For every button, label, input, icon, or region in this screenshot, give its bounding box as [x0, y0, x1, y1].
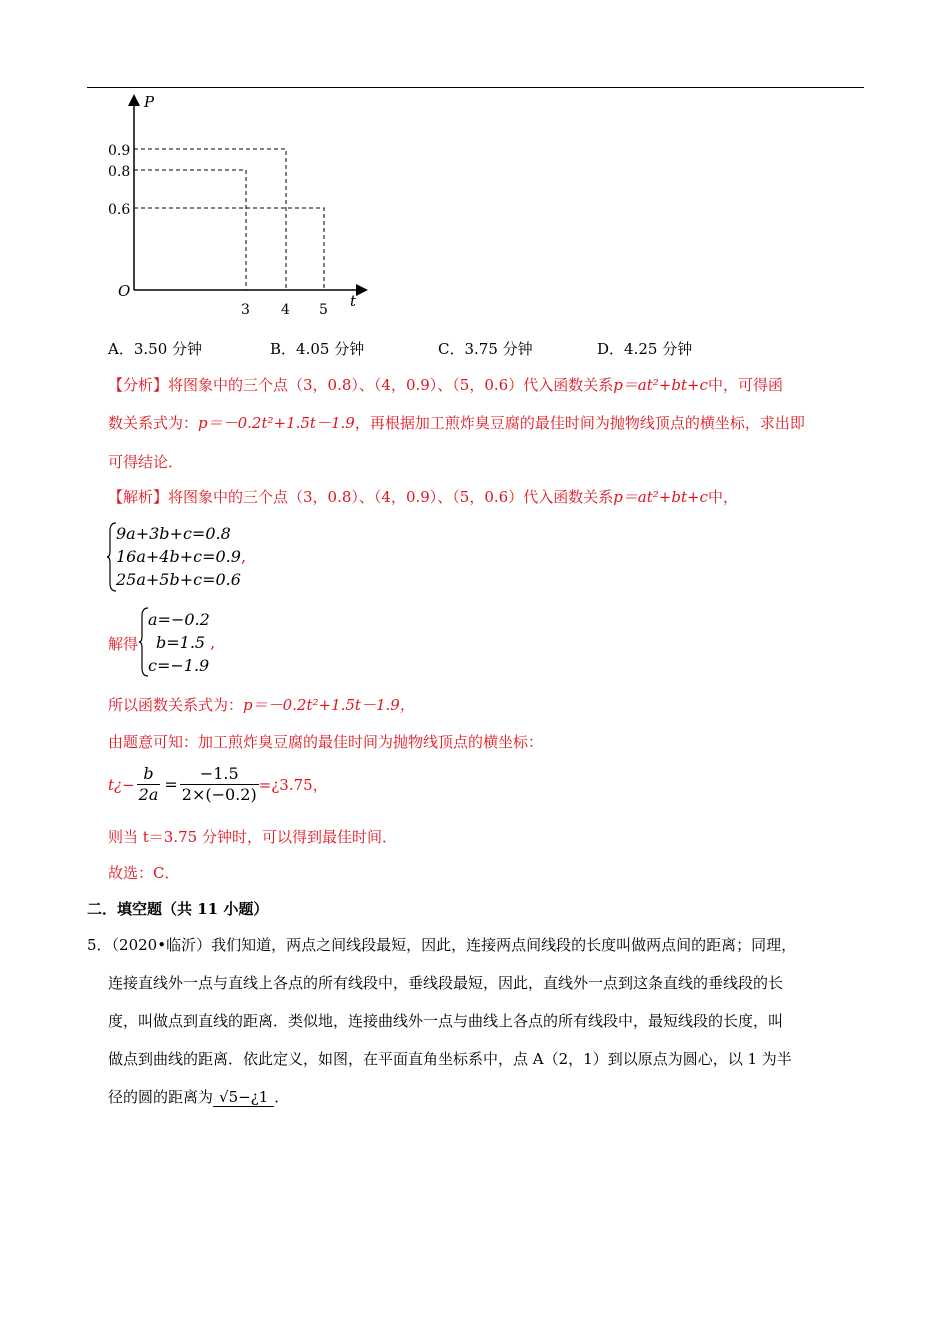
from-line: 由题意可知：加工煎炸臭豆腐的最佳时间为抛物线顶点的横坐标： — [108, 733, 544, 751]
x-tick-5: 5 — [319, 302, 328, 318]
y-tick-08: 0.8 — [108, 164, 131, 180]
origin-label: O — [118, 282, 131, 300]
header-rule — [87, 87, 864, 88]
formula-result-short: p＝－0.2t²+1.5t－1.9 — [198, 414, 355, 432]
option-d: D．4.25 分钟 — [597, 340, 693, 358]
when-line: 则当 t＝3.75 分钟时，可以得到最佳时间． — [108, 828, 397, 846]
equation-system — [116, 522, 246, 591]
solve-label: 解得 — [108, 635, 139, 653]
option-b: B．4.05 分钟 — [270, 340, 365, 358]
y-tick-09: 0.9 — [108, 143, 131, 159]
so-line: 所以函数关系式为：p＝－0.2t²+1.5t－1.9， — [108, 696, 415, 714]
equation-3: 25a+5b+c=0.6 — [116, 570, 241, 589]
q5-line-3: 度，叫做点到直线的距离．类似地，连接曲线外一点与曲线上各点的所有线段中，最短线段的长度，叫 — [108, 1012, 784, 1030]
equation-1: 9a+3b+c=0.8 — [116, 524, 231, 543]
section-title: 二．填空题（共 11 小题） — [87, 900, 269, 918]
solution-b: b=1.5 , — [156, 633, 216, 652]
q5-line-1: 5．（2020•临沂）我们知道，两点之间线段最短，因此，连接两点间线段的长度叫做两点间的距离；同理， — [87, 936, 797, 954]
solution-c: c=−1.9 — [148, 656, 210, 675]
analysis-line-2: 数关系式为：p＝－0.2t²+1.5t－1.9，再根据加工煎炸臭豆腐的最佳时间为抛物线顶点的横坐标，求出即 — [108, 414, 805, 432]
equation-2: 16a+4b+c=0.9, — [116, 547, 247, 566]
fraction-1: $\frac{b}{2a}$ — [138, 764, 159, 804]
x-tick-4: 4 — [281, 302, 290, 318]
analysis-line-1: 【分析】将图象中的三个点（3，0.8）、（4，0.9）、（5，0.6）代入函数关系p＝at²+bt+c中，可得函 — [108, 376, 783, 394]
solution-line-1: 【解析】将图象中的三个点（3，0.8）、（4，0.9）、（5，0.6）代入函数关系p＝at²+bt+c中， — [108, 488, 738, 506]
vertex-formula: t¿− $\frac{b}{2a}$ = $\frac{-1.5}{2\times(-0.2)}$ =¿3.75， — [108, 764, 328, 804]
q5-line-4: 做点到曲线的距离．依此定义，如图，在平面直角坐标系中，点 A（2，1）到以原点为圆心，以 1 为半 — [108, 1050, 792, 1068]
y-axis-label: P — [144, 93, 155, 111]
solution-values — [148, 608, 215, 677]
q5-line-5: 径的圆的距离为 √5−¿1 ． — [108, 1088, 290, 1106]
q5-line-2: 连接直线外一点与直线上各点的所有线段中，垂线段最短，因此，直线外一点到这条直线的垂线段的长 — [108, 974, 784, 992]
formula-result: p＝－0.2t²+1.5t－1.9， — [243, 696, 415, 714]
fraction-2: $\frac{-1.5}{2\times(-0.2)}$ — [181, 764, 257, 804]
x-axis-label: t — [350, 292, 357, 310]
x-tick-3: 3 — [241, 302, 250, 318]
t-result: =¿3.75， — [258, 776, 328, 794]
t-prefix: t¿− — [108, 775, 135, 794]
analysis-line-3: 可得结论． — [108, 453, 184, 471]
y-tick-06: 0.6 — [108, 202, 131, 218]
step-graph — [100, 92, 380, 322]
solution-a: a=−0.2 — [148, 610, 210, 629]
answer-line: 故选：C． — [108, 864, 180, 882]
formula-general-2: p＝at²+bt+c — [613, 488, 708, 506]
formula-general: p＝at²+bt+c — [613, 376, 708, 394]
dashed-guides — [134, 149, 324, 290]
option-c: C．3.75 分钟 — [438, 340, 533, 358]
option-a: A．3.50 分钟 — [108, 340, 202, 358]
q5-answer: √5−¿1 — [213, 1088, 274, 1107]
